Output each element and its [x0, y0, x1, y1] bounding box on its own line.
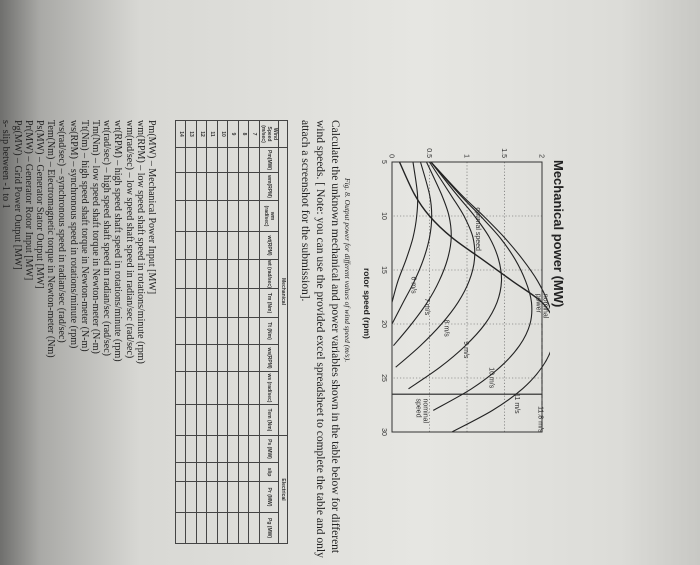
empty-cell [176, 260, 187, 289]
empty-cell [239, 173, 250, 201]
empty-cell [176, 463, 187, 482]
empty-cell [197, 232, 208, 260]
y-tick-label: 2 [537, 154, 545, 158]
empty-cell [186, 318, 197, 345]
series-line-10-m-s [409, 162, 502, 389]
empty-cell [197, 513, 208, 544]
wind-speed-cell: 13 [186, 121, 197, 148]
series-line-11-m-s [431, 162, 532, 410]
empty-cell [176, 345, 187, 372]
empty-cell [197, 482, 208, 513]
chart-title: Mechanical power (MW) [551, 160, 566, 308]
series-label: 8 m/s [442, 319, 450, 337]
empty-cell [218, 436, 229, 463]
table-section-row [279, 121, 288, 544]
x-tick-label: 25 [380, 374, 387, 382]
empty-cell [239, 513, 250, 544]
empty-cell [249, 372, 260, 405]
empty-cell [176, 173, 187, 201]
empty-cell [176, 372, 187, 405]
definition-line: wt(rad/sec) – high speed shaft speed in radian/sec (rad/sec) [101, 120, 113, 357]
empty-cell [228, 436, 239, 463]
series-label: 6 m/s [409, 276, 417, 294]
empty-cell [249, 345, 260, 372]
empty-cell [176, 289, 187, 318]
empty-cell [228, 372, 239, 405]
table-header-row [260, 121, 279, 544]
wind-speed-cell: 8 [239, 121, 250, 148]
y-tick-label: 1.5 [500, 148, 507, 158]
table-header-cell: Tt (Nm) [260, 318, 279, 345]
empty-cell [249, 482, 260, 513]
table-header-cell: Pm(MW) [260, 148, 279, 173]
series-line-11-8-m-s [431, 162, 550, 432]
power-curve-chart [375, 140, 550, 440]
empty-cell [249, 232, 260, 260]
empty-cell [239, 289, 250, 318]
empty-cell [186, 345, 197, 372]
empty-cell [197, 345, 208, 372]
empty-cell [197, 372, 208, 405]
instructions-text: Calculate the unknown mechanical and power variables shown in the table below for different wind speeds. [ Note: you can use the provided excel spreadsheet to complete the table and only attach a screenshot for the submission]. [299, 120, 341, 558]
table-row [239, 121, 250, 544]
series-label: 11 m/s [513, 393, 520, 414]
empty-cell [197, 463, 208, 482]
empty-cell [218, 482, 229, 513]
empty-cell [218, 260, 229, 289]
nominal-speed-label: nominalspeed [414, 398, 429, 424]
table-header-cell: ws (rad/sec) [260, 372, 279, 405]
empty-cell [239, 482, 250, 513]
empty-cell [228, 173, 239, 201]
empty-cell [207, 482, 218, 513]
empty-cell [207, 513, 218, 544]
empty-cell [218, 173, 229, 201]
empty-cell [186, 372, 197, 405]
empty-cell [228, 482, 239, 513]
empty-cell [218, 405, 229, 436]
empty-cell [186, 148, 197, 173]
series-label: 9 m/s [462, 341, 469, 359]
empty-cell [186, 513, 197, 544]
empty-cell [249, 148, 260, 173]
empty-cell [228, 463, 239, 482]
wind-speed-cell: 12 [197, 121, 208, 148]
empty-cell [249, 318, 260, 345]
table-header-cell: Tem (Nm) [260, 405, 279, 436]
table-header-cell: Ps (MW) [260, 436, 279, 463]
y-tick-label: 0 [387, 154, 395, 158]
empty-cell [176, 405, 187, 436]
table-header-cell: Wind Speed (m/sec) [260, 121, 279, 148]
empty-cell [249, 463, 260, 482]
series-line-9-m-s [396, 162, 475, 367]
empty-cell [228, 513, 239, 544]
empty-cell [176, 436, 187, 463]
empty-cell [186, 463, 197, 482]
definition-line: Pr(MW) – Generator Rotor Input [MW] [22, 120, 34, 281]
series-label: 10 m/s [487, 367, 495, 389]
table-row [228, 121, 239, 544]
table-header-cell: slip [260, 463, 279, 482]
empty-cell [239, 345, 250, 372]
empty-cell [218, 513, 229, 544]
wind-speed-cell: 9 [228, 121, 239, 148]
empty-cell [228, 345, 239, 372]
variable-definitions [0, 120, 157, 364]
wind-speed-cell: 7 [249, 121, 260, 148]
empty-cell [228, 148, 239, 173]
y-tick-label: 1 [462, 154, 470, 158]
table-header-cell: Pg (MW) [260, 513, 279, 544]
empty-cell [207, 148, 218, 173]
empty-cell [197, 260, 208, 289]
empty-cell [197, 173, 208, 201]
definition-line: Pm(MW) – Mechanical Power Input [MW] [146, 120, 157, 295]
empty-cell [207, 405, 218, 436]
empty-cell [207, 289, 218, 318]
definition-line: ws(rad/sec) – synchronous speed in radian/sec (rad/sec) [56, 120, 68, 343]
x-tick-label: 20 [380, 320, 387, 328]
empty-cell [176, 482, 187, 513]
table-row [249, 121, 260, 544]
empty-cell [176, 148, 187, 173]
empty-cell [197, 289, 208, 318]
wind-speed-cell: 11 [207, 121, 218, 148]
chart-labels [410, 207, 549, 433]
chart-series [392, 162, 550, 432]
empty-cell [239, 260, 250, 289]
definition-line: Ps(MW) – Generator Stator Output [MW] [33, 120, 45, 289]
empty-cell [176, 232, 187, 260]
x-axis-label: rotor speed (rpm) [362, 268, 372, 339]
empty-cell [207, 463, 218, 482]
empty-cell [239, 201, 250, 232]
empty-cell [228, 318, 239, 345]
definition-line: wm(rad/sec) – low speed shaft speed in radian/sec (rad/sec) [123, 120, 135, 359]
empty-cell [239, 372, 250, 405]
x-tick-label: 30 [380, 428, 387, 436]
empty-cell [186, 405, 197, 436]
series-line-8-m-s [394, 162, 452, 346]
definition-line: Tem(Nm) – Electromagnetic torque in Newton-meter (Nm) [45, 120, 57, 358]
empty-cell [186, 289, 197, 318]
empty-cell [207, 318, 218, 345]
empty-cell [228, 260, 239, 289]
empty-cell [186, 260, 197, 289]
empty-cell [228, 405, 239, 436]
x-tick-label: 5 [380, 160, 387, 164]
table-row [207, 121, 218, 544]
empty-cell [197, 436, 208, 463]
empty-cell [207, 372, 218, 405]
table-header-cell: wm(RPM) [260, 173, 279, 201]
empty-cell [207, 345, 218, 372]
section-spacer [279, 121, 288, 148]
empty-cell [249, 436, 260, 463]
empty-cell [239, 463, 250, 482]
empty-cell [197, 318, 208, 345]
empty-cell [249, 513, 260, 544]
table-header-cell: wt (rad/sec) [260, 260, 279, 289]
definition-line: Tt(Nm) – high speed shaft torque in Newton-meter (N-m) [78, 120, 90, 352]
empty-cell [207, 232, 218, 260]
optimal-speed-label: optimal speed [474, 207, 481, 251]
empty-cell [239, 405, 250, 436]
empty-cell [239, 436, 250, 463]
nominal-power-label: nominalpower [534, 293, 549, 319]
empty-cell [197, 201, 208, 232]
empty-cell [186, 482, 197, 513]
table-header-cell: ws(RPM) [260, 345, 279, 372]
table-row [197, 121, 208, 544]
empty-cell [228, 289, 239, 318]
empty-cell [239, 232, 250, 260]
y-tick-label: 0.5 [425, 148, 432, 158]
definition-line: Pg(MW) – Grid Power Output [MW] [11, 120, 23, 270]
table-header-cell: Tm (Nm) [260, 289, 279, 318]
empty-cell [239, 148, 250, 173]
empty-cell [249, 201, 260, 232]
table-row [186, 121, 197, 544]
table-header-cell: Pr (MW) [260, 482, 279, 513]
variables-table-wrap [175, 120, 288, 544]
empty-cell [218, 232, 229, 260]
series-label: 11.8 m/s [536, 406, 544, 433]
empty-cell [176, 201, 187, 232]
empty-cell [207, 173, 218, 201]
section-mechanical: Mechanical [279, 148, 288, 436]
table-row [176, 121, 187, 544]
x-tick-label: 10 [380, 212, 387, 220]
empty-cell [186, 173, 197, 201]
empty-cell [207, 201, 218, 232]
empty-cell [207, 436, 218, 463]
empty-cell [218, 463, 229, 482]
empty-cell [207, 260, 218, 289]
empty-cell [197, 405, 208, 436]
x-tick-label: 15 [380, 266, 387, 274]
definition-line: s- slip between -1 to 1 [0, 120, 12, 209]
empty-cell [228, 201, 239, 232]
definition-line: wm(RPM) – low speed shaft speed in rotations/minute (rpm) [134, 120, 146, 364]
table-row [218, 121, 229, 544]
empty-cell [176, 318, 187, 345]
wind-speed-cell: 14 [176, 121, 187, 148]
definition-line: Tm(Nm) – low speed shaft torque in Newton-meter (N-m) [89, 120, 101, 354]
empty-cell [249, 289, 260, 318]
empty-cell [249, 260, 260, 289]
empty-cell [186, 201, 197, 232]
empty-cell [186, 436, 197, 463]
empty-cell [249, 405, 260, 436]
empty-cell [197, 148, 208, 173]
empty-cell [239, 318, 250, 345]
table-header-cell: wm (rad/sec) [260, 201, 279, 232]
empty-cell [218, 372, 229, 405]
empty-cell [186, 232, 197, 260]
empty-cell [218, 148, 229, 173]
empty-cell [249, 173, 260, 201]
definition-line: ws(RPM) – synchronous speed in rotations/minute (rpm) [67, 120, 79, 349]
figure-caption: Fig. 8. Output power for different values of wind speed (m/s). [343, 178, 352, 363]
definition-line: wt(RPM) – high speed shaft speed in rotations/minute (rpm) [112, 120, 124, 362]
empty-cell [218, 318, 229, 345]
empty-cell [176, 513, 187, 544]
table-header-cell: wt(RPM) [260, 232, 279, 260]
section-electrical: Electrical [279, 436, 288, 544]
empty-cell [218, 289, 229, 318]
empty-cell [228, 232, 239, 260]
empty-cell [218, 201, 229, 232]
variables-table [175, 120, 288, 544]
wind-speed-cell: 10 [218, 121, 229, 148]
empty-cell [218, 345, 229, 372]
series-label: 7 m/s [423, 298, 430, 316]
